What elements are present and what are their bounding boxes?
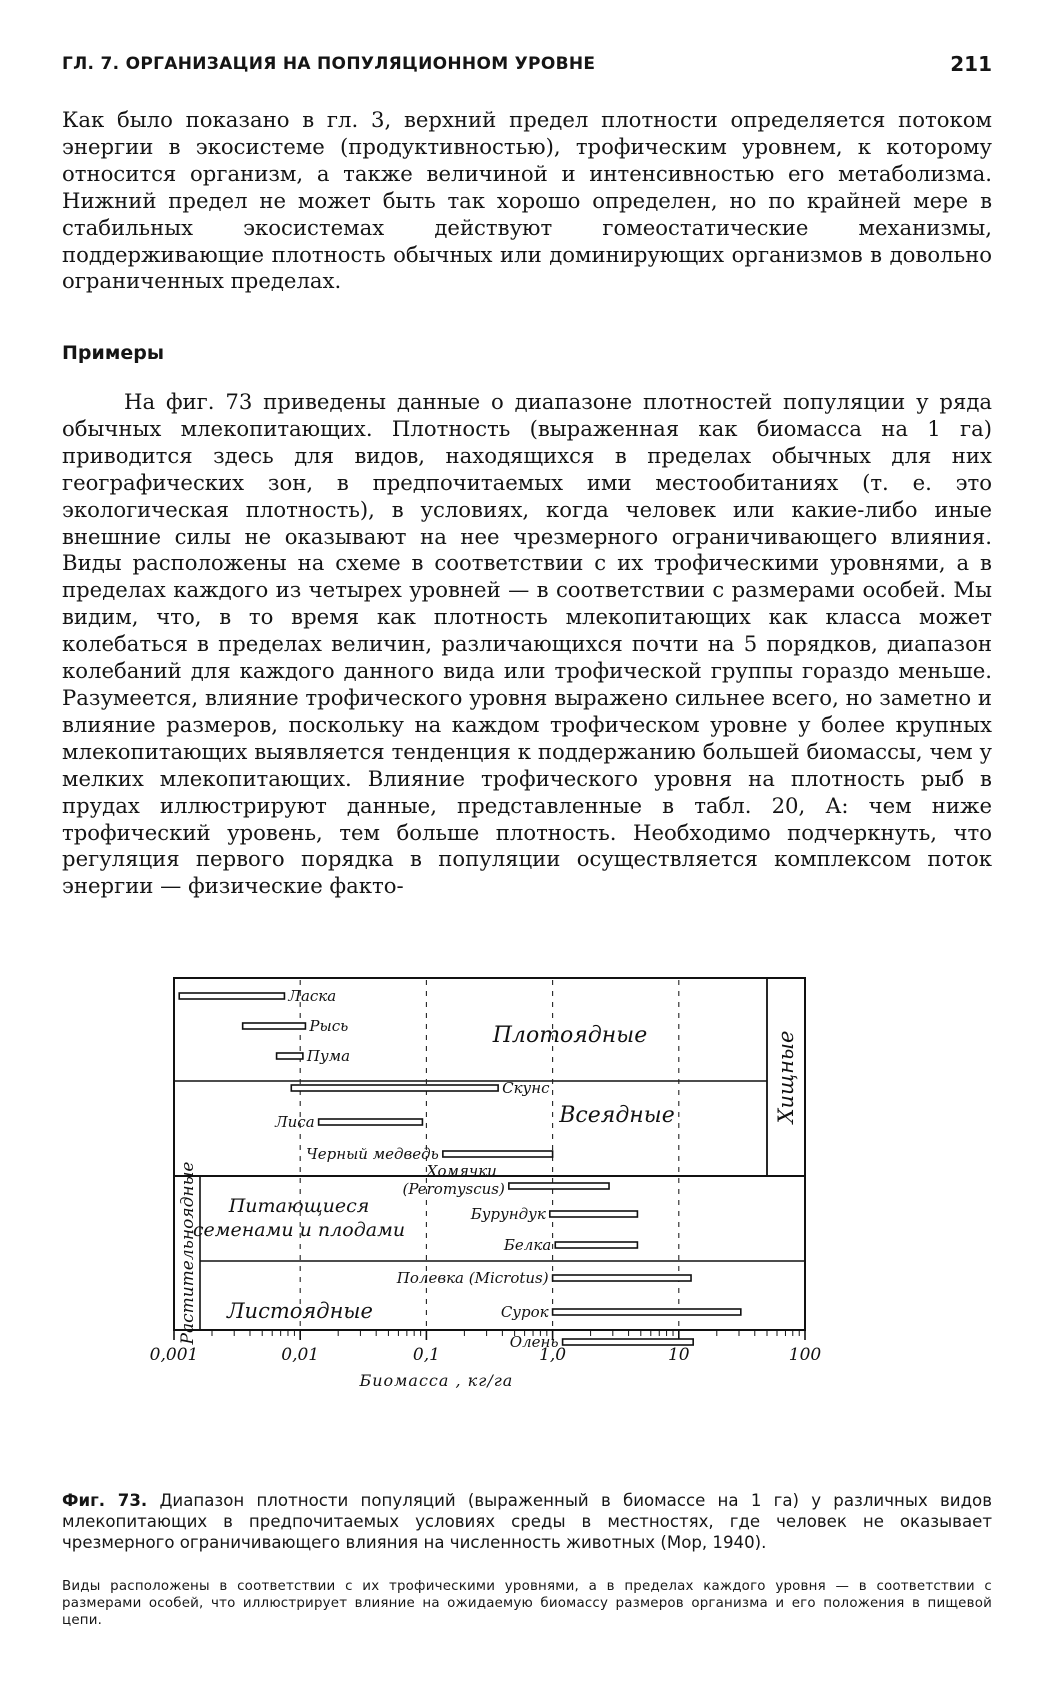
bar-label: Пума bbox=[306, 1047, 351, 1065]
x-tick-label: 0,001 bbox=[149, 1345, 199, 1365]
range-bar bbox=[555, 1242, 637, 1248]
group-name: Питающиеся bbox=[228, 1195, 370, 1217]
range-bar bbox=[319, 1119, 423, 1125]
page-header bbox=[62, 50, 992, 80]
figure-73 bbox=[149, 970, 1040, 1470]
bar-label: Бурундук bbox=[470, 1205, 546, 1223]
bar-label: Рысь bbox=[309, 1017, 349, 1035]
bar-label: Белка bbox=[503, 1236, 552, 1254]
figure-label: Фиг. 73. bbox=[62, 1491, 148, 1510]
bar-label: (Peromyscus) bbox=[402, 1180, 505, 1198]
range-bar bbox=[243, 1023, 306, 1029]
range-bar bbox=[443, 1151, 553, 1157]
running-title: ГЛ. 7. ОРГАНИЗАЦИЯ НА ПОПУЛЯЦИОННОМ УРОВНЕ bbox=[62, 54, 596, 74]
section-heading: Примеры bbox=[62, 342, 165, 364]
body-paragraph-1: Как было показано в гл. 3, верхний предел плотности определяется потоком энергии в экосистеме (продуктивностью), трофическим уровнем, к которому относится организм, а также величиной и интенсивностью его метаболизма. Нижний предел не может быть так хорошо определен, но по крайней мере в стабильных экосистемах действуют гомеостатические механизмы, поддерживающие плотность обычных или доминирующих организмов в довольно ограниченных пределах. bbox=[62, 107, 992, 294]
x-tick-label: 0,1 bbox=[412, 1345, 440, 1365]
group-name: Плотоядные bbox=[492, 1023, 648, 1048]
x-axis-label: Биомасса , кг/га bbox=[359, 1371, 514, 1390]
bar-label: Сурок bbox=[500, 1303, 549, 1321]
range-bar bbox=[553, 1309, 741, 1315]
x-tick-label: 100 bbox=[788, 1345, 822, 1365]
x-tick-label: 0,01 bbox=[281, 1345, 320, 1365]
range-bar bbox=[179, 993, 284, 999]
range-chart bbox=[149, 970, 1040, 1470]
bar-label: Лиса bbox=[275, 1113, 315, 1131]
bar-label: Полевка (Microtus) bbox=[396, 1269, 549, 1287]
x-tick-label: 1,0 bbox=[539, 1345, 567, 1365]
range-bar bbox=[553, 1275, 691, 1281]
group-label-herbivores: Растительноядные bbox=[178, 1161, 198, 1345]
group-name: семенами и плодами bbox=[192, 1219, 406, 1241]
bar-label: Черный медведь bbox=[306, 1145, 439, 1163]
body-paragraph-2: На фиг. 73 приведены данные о диапазоне плотностей популяции у ряда обычных млекопитающих. Плотность (выраженная как биомасса на 1 га) приводится здесь для видов, находящихся в пределах обычных для них географических зон, в предпочитаемых ими местообитаниях (т. е. это экологическая плотность), в условиях, когда человек или какие-либо иные внешние силы не оказывают на нее чрезмерного ограничивающего влияния. Виды расположены на схеме в соответствии с их трофическими уровнями, а в пределах каждого из четырех уровней — в соответствии с размерами особей. Мы видим, что, в то время как плотность млекопитающих как класса может колебаться в пределах величин, различающихся почти на 5 порядков, диапазон колебаний для каждого данного вида или трофической группы гораздо меньше. Разумеется, влияние трофического уровня выражено сильнее всего, но заметно и влияние размеров, поскольку на каждом трофическом уровне у более крупных млекопитающих выявляется тенденция к поддержанию большей биомассы, чем у мелких млекопитающих. Влияние трофического уровня на плотность рыб в прудах иллюстрируют данные, представленные в табл. 20, А: чем ниже трофический уровень, тем больше плотность. Необходимо подчеркнуть, что регуляция первого порядка в популяции осуществляется комплексом поток энергии — физические факто- bbox=[62, 389, 992, 899]
range-bar bbox=[509, 1183, 609, 1189]
bar-label: Хомячки bbox=[426, 1162, 497, 1180]
range-bar bbox=[563, 1339, 694, 1345]
x-tick-label: 10 bbox=[667, 1345, 690, 1365]
range-bar bbox=[277, 1053, 303, 1059]
range-bar bbox=[291, 1085, 498, 1091]
figure-caption bbox=[62, 1490, 992, 1553]
page-number: 211 bbox=[950, 52, 992, 76]
group-label-predators: Хищные bbox=[774, 1030, 798, 1124]
bar-label: Скунс bbox=[502, 1079, 550, 1097]
range-bar bbox=[550, 1211, 638, 1217]
figure-caption-text: Диапазон плотности популяций (выраженный в биомассе на 1 га) у различных видов млекопитающих в предпочитаемых условиях среды в местностях, где человек не оказывает чрезмерного ограничивающего влияния на численность животных (Мор, 1940). bbox=[62, 1491, 992, 1552]
figure-caption-note: Виды расположены в соответствии с их трофическими уровнями, а в пределах каждого уровня — в соответствии с размерами особей, что иллюстрирует влияние на ожидаемую биомассу размеров организма и его положения в пищевой цепи. bbox=[62, 1579, 992, 1628]
bar-label: Олень bbox=[509, 1333, 559, 1351]
bar-label: Ласка bbox=[288, 987, 337, 1005]
group-name: Всеядные bbox=[559, 1103, 675, 1128]
group-name: Листоядные bbox=[227, 1299, 373, 1323]
